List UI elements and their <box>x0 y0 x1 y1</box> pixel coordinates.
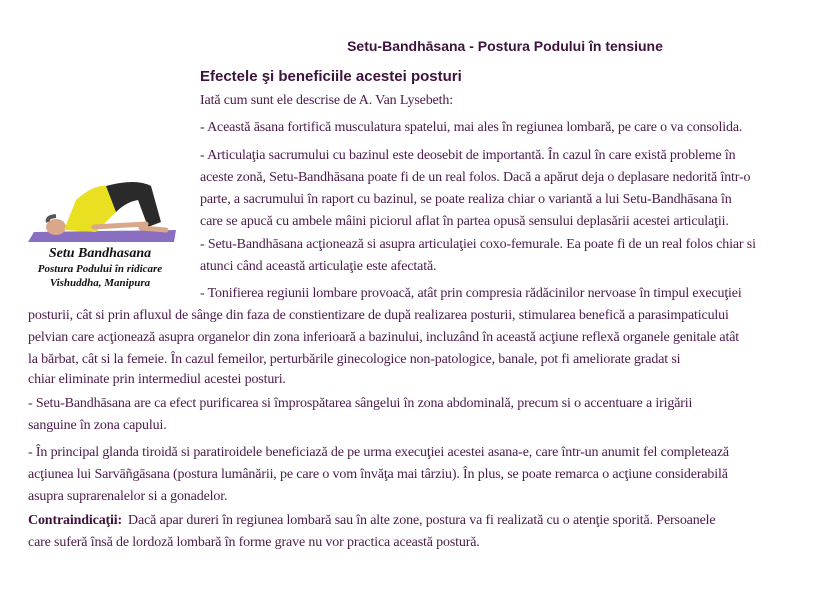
figure-caption-chakra: Vishuddha, Manipura <box>49 277 151 289</box>
contraindications-line <box>28 512 715 530</box>
paragraph-line: - Setu-Bandhāsana acţionează si asupra articulaţiei coxo-femurale. Ea poate fi de un real folos chiar si <box>200 237 756 252</box>
contraindications-label: Contraindicaţii: <box>28 513 123 528</box>
paragraph-line: Iată cum sunt ele descrise de A. Van Lysebeth: <box>200 93 453 108</box>
paragraph-line: - Setu-Bandhāsana are ca efect purificarea si împrospătarea sângelui în zona abdominală, precum si o accentuare a irigării <box>28 396 693 411</box>
paragraph-line: la bărbat, cât si la femeie. În cazul femeilor, perturbările ginecologice non-patologice, banale, pot fi ameliorate gradat si <box>28 352 681 367</box>
paragraph-line: pelvian care acţionează asupra organelor din zona inferioară a bazinului, incluzând în această acţiune reflexă organele genitale atât <box>28 330 740 345</box>
paragraph-line: parte, a sacrumului în raport cu bazinul, se poate realiza chiar o variantă a lui Setu-Bandhāsana în <box>200 192 732 207</box>
paragraph-line: chiar eliminate prin intermediul acestei posturi. <box>28 372 286 387</box>
paragraph-line: atunci când această articulaţie este afectată. <box>200 259 437 274</box>
pants <box>106 182 161 227</box>
paragraph-line: sanguine în zona capului. <box>28 418 167 433</box>
setu-bandhasana-photo <box>26 172 178 244</box>
paragraph-line: acţiunea lui Sarvāñgāsana (postura lumânării, pe care o vom învăţa mai târziu). În plus, se poate remarca o acţiune considerabilă <box>28 467 728 482</box>
paragraph-line: posturii, cât si prin afluxul de sânge din faza de constientizare de după realizarea posturii, stimularea benefică a parasimpaticului <box>28 308 729 323</box>
paragraph-line: - În principal glanda tiroidă si paratiroidele beneficiază de pe urma execuţiei acestei asana-e, care într-un anumit fel completează <box>28 445 729 460</box>
contraindications-text: Dacă apar dureri în regiunea lombară sau în alte zone, postura va fi realizată cu o atenţie sporită. Persoanele <box>128 513 716 528</box>
figure-caption-title: Setu Bandhasana <box>48 246 152 261</box>
paragraph-line: - Articulaţia sacrumului cu bazinul este deosebit de importantă. În cazul în care există probleme în <box>200 148 736 163</box>
contraindications-line: care suferă însă de lordoză lombară în forme grave nu vor practica această postură. <box>28 535 480 550</box>
page-title: Setu-Bandhāsana - Postura Podului în tensiune <box>347 38 663 54</box>
section-heading: Efectele şi beneficiile acestei posturi <box>200 68 462 85</box>
paragraph-line: - Tonifierea regiunii lombare provoacă, atât prin compresia rădăcinilor nervoase în timpul execuţiei <box>200 286 742 301</box>
paragraph-line: care se apucă cu ambele mâini piciorul aflat în partea opusă sensului deplasării acestei articulaţii. <box>200 214 729 229</box>
paragraph-line: asupra suprarenalelor si a gonadelor. <box>28 489 228 504</box>
paragraph-line: aceste zonă, Setu-Bandhāsana poate fi de un real folos. Dacă a apărut deja o deplasare nedorită într-o <box>200 170 751 185</box>
figure-caption-subtitle: Postura Podului în ridicare <box>37 263 163 275</box>
paragraph-line: - Această āsana fortifică musculatura spatelui, mai ales în regiunea lombară, pe care o va consolida. <box>200 120 743 135</box>
